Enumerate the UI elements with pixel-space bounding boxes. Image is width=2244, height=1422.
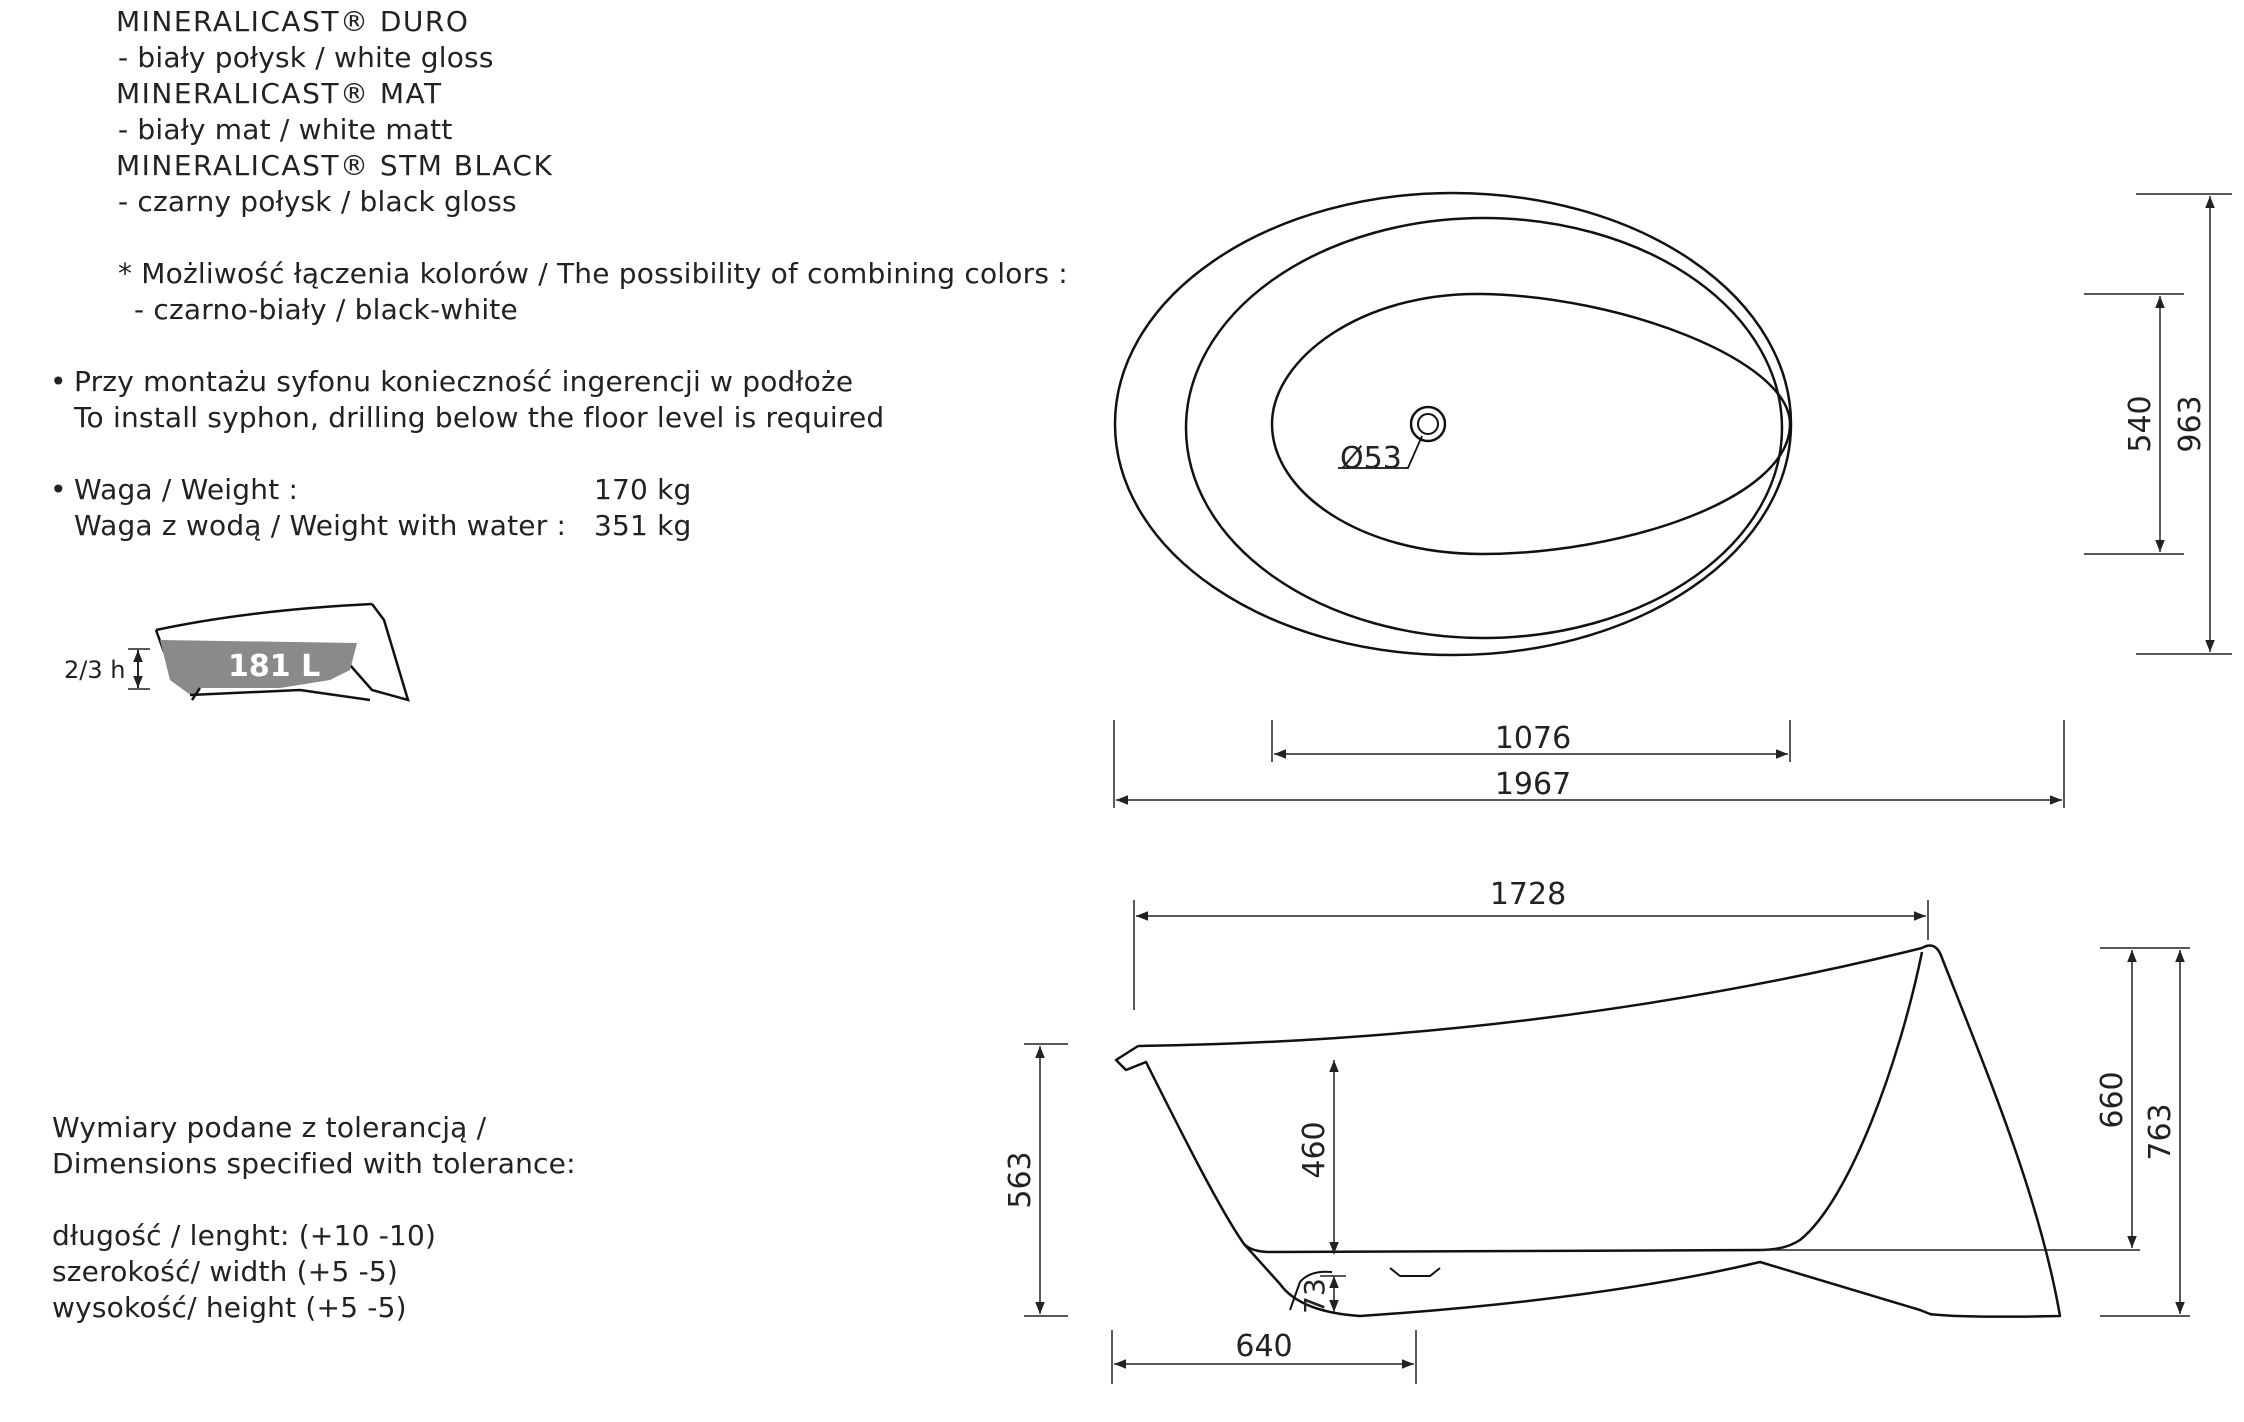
side-view-foot-end [1116,1046,1760,1252]
tolerance-width: szerokość/ width (+5 -5) [52,1255,399,1288]
side-view-dims [1024,900,2190,1384]
top-view-outer-rim [1115,193,1791,655]
drain-outer [1411,407,1445,441]
drain-offset-label: 640 [1235,1329,1293,1364]
side-view [1116,946,2060,1317]
material-black-name: MINERALICAST® STM BLACK [116,149,554,182]
weight-water-value: 351 kg [594,509,692,542]
base-height-label: 73 [1298,1278,1331,1314]
syphon-note-pl: • Przy montażu syfonu konieczność ingerencji w podłoże [74,364,853,400]
top-view-inner-rim [1186,218,1782,638]
top-view-width-dims [2084,194,2232,654]
combine-colors-option: - czarno-biały / black-white [134,293,518,326]
material-duro-name: MINERALICAST® DURO [116,5,470,38]
material-mat-name: MINERALICAST® MAT [116,77,443,110]
weight-label: • Waga / Weight : [74,472,298,508]
tolerance-title-pl: Wymiary podane z tolerancją / [52,1111,487,1144]
inner-length-label: 1076 [1494,721,1572,756]
weight-value: 170 kg [594,473,692,506]
drain-inner [1418,414,1438,434]
side-view-base [1244,1244,1931,1316]
capacity-volume: 181 L [228,649,321,684]
low-end-height-label: 563 [1003,1151,1038,1209]
inner-height-label: 660 [2095,1071,2130,1129]
material-duro-finish: - biały połysk / white gloss [118,41,494,74]
side-view-drain [1390,1268,1440,1276]
depth-label: 460 [1297,1121,1332,1179]
total-length-label: 1967 [1494,767,1572,802]
drain-diameter-label: Ø53 [1340,441,1402,476]
material-black-finish: - czarny połysk / black gloss [118,185,517,218]
top-view-basin [1272,294,1790,554]
side-view-rim [1138,948,1922,1046]
inner-width-label: 540 [2123,395,2158,453]
side-view-head-rest [1922,946,2060,1317]
tolerance-title-en: Dimensions specified with tolerance: [52,1147,576,1180]
fill-height-label: 2/3 h [64,656,126,684]
total-width-label: 963 [2173,395,2208,453]
combine-colors-note: * Możliwość łączenia kolorów / The possibility of combining colors : [118,257,1068,290]
total-height-label: 763 [2143,1103,2178,1161]
tolerance-length: długość / lenght: (+10 -10) [52,1219,437,1252]
material-mat-finish: - biały mat / white matt [118,113,453,146]
tolerance-height: wysokość/ height (+5 -5) [52,1291,407,1324]
syphon-note-en: To install syphon, drilling below the floor level is required [74,401,885,434]
side-length-label: 1728 [1489,877,1567,912]
top-view-length-dims [1114,720,2064,808]
top-view [1115,193,1791,655]
side-view-inner-back [1760,952,1922,1250]
weight-water-label: Waga z wodą / Weight with water : [74,509,567,542]
